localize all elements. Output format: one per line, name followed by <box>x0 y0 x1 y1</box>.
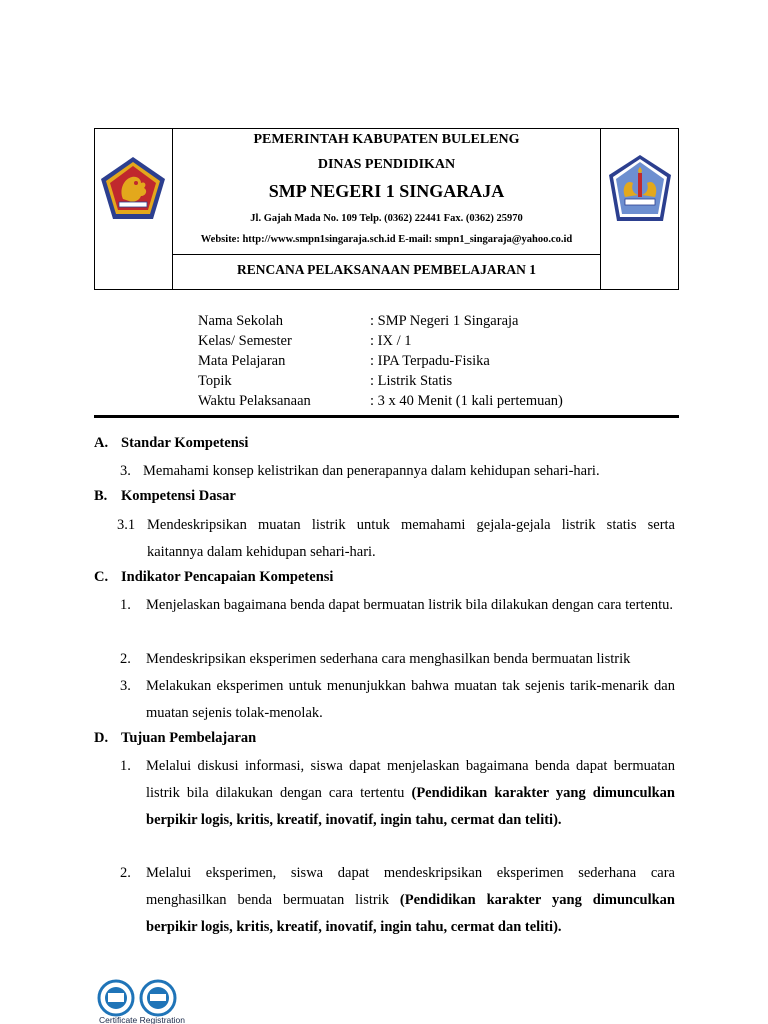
item-text: Menjelaskan bagaimana benda dapat bermuatan listrik bila dilakukan dengan cara tertentu. <box>146 597 674 613</box>
school-contact: Website: http://www.smpn1singaraja.sch.id E-mail: smpn1_singaraja@yahoo.co.id <box>200 234 573 245</box>
section-letter: C. <box>94 569 109 585</box>
item-text: Mendeskripsikan muatan listrik untuk memahami gejala-gejala listrik statis serta <box>147 517 675 533</box>
identity-label: Mata Pelajaran <box>198 353 286 369</box>
identity-value: : Listrik Statis <box>370 373 453 389</box>
section-heading-d <box>94 730 256 747</box>
section-title: Indikator Pencapaian Kompetensi <box>121 569 334 585</box>
right-logo-cell <box>600 129 678 289</box>
iqnet-logo-icon <box>141 981 175 1015</box>
identity-label: Nama Sekolah <box>198 313 283 329</box>
item-text <box>146 860 675 941</box>
section-heading-a <box>94 435 248 452</box>
department-name: DINAS PENDIDIKAN <box>317 157 456 172</box>
item-body: Melalui eksperimen, siswa dapat mendeskripsikan eksperimen sederhana cara menghasilkan benda bermuatan listrik <box>146 865 675 908</box>
letterhead <box>94 128 679 290</box>
certificate-label: Certificate Registration <box>99 1015 185 1024</box>
item-number: 2. <box>120 865 131 881</box>
item-text: Mendeskripsikan eksperimen sederhana cara menghasilkan benda bermuatan listrik <box>146 651 631 667</box>
section-divider <box>94 415 679 418</box>
identity-label: Waktu Pelaksanaan <box>198 393 311 409</box>
identity-value: : 3 x 40 Menit (1 kali pertemuan) <box>370 393 563 409</box>
school-name: SMP NEGERI 1 SINGARAJA <box>268 181 505 201</box>
identity-label: Topik <box>198 373 232 389</box>
list-item <box>120 753 675 861</box>
letterhead-center <box>172 129 601 289</box>
identity-value: : SMP Negeri 1 Singaraja <box>370 313 519 329</box>
item-text: Memahami konsep kelistrikan dan penerapannya dalam kehidupan sehari-hari. <box>143 463 600 479</box>
item-number: 3. <box>120 463 131 479</box>
school-address: Jl. Gajah Mada No. 109 Telp. (0362) 22441 Fax. (0362) 25970 <box>250 213 523 224</box>
section-title: Standar Kompetensi <box>121 435 249 451</box>
item-number: 1. <box>120 758 131 774</box>
section-letter: A. <box>94 435 109 451</box>
section-letter: D. <box>94 730 109 746</box>
character-note: (Pendidikan karakter yang dimunculkan berpikir logis, kritis, kreatif, inovatif, ingin tahu, cermat dan teliti). <box>146 785 675 828</box>
item-text <box>146 753 675 834</box>
identity-value: : IPA Terpadu-Fisika <box>370 353 490 369</box>
item-number: 3. <box>120 678 131 694</box>
list-item <box>120 673 675 727</box>
certification-logo-icon <box>99 981 133 1015</box>
identity-value: : IX / 1 <box>370 333 412 349</box>
school-emblem-icon <box>607 153 673 225</box>
character-note: (Pendidikan karakter yang dimunculkan berpikir logis, kritis, kreatif, inovatif, ingin tahu, cermat dan teliti). <box>146 892 675 935</box>
government-name: PEMERINTAH KABUPATEN BULELENG <box>253 132 520 147</box>
section-title: Tujuan Pembelajaran <box>121 730 257 746</box>
letterhead-lines <box>172 129 601 255</box>
left-logo-cell <box>95 129 173 289</box>
document-title: RENCANA PELAKSANAAN PEMBELAJARAN 1 <box>237 262 536 277</box>
item-number: 3.1 <box>117 517 136 533</box>
item-number: 1. <box>120 597 131 613</box>
list-item <box>120 592 675 646</box>
buleleng-regency-logo-icon <box>99 155 167 223</box>
item-body: Melalui diskusi informasi, siswa dapat menjelaskan bagaimana benda dapat bermuatan listrik bila dilakukan dengan cara tertentu <box>146 758 675 801</box>
section-heading-b <box>94 488 236 505</box>
section-heading-c <box>94 569 333 586</box>
item-text: kaitannya dalam kehidupan sehari-hari. <box>147 544 376 560</box>
certificate-registration-badge <box>94 978 190 1024</box>
list-item <box>117 512 675 566</box>
list-item <box>120 860 675 941</box>
section-title: Kompetensi Dasar <box>121 488 236 504</box>
item-number: 2. <box>120 651 131 667</box>
section-letter: B. <box>94 488 108 504</box>
identity-label: Kelas/ Semester <box>198 333 292 349</box>
item-text: Melakukan eksperimen untuk menunjukkan bahwa muatan tak sejenis tarik-menarik dan muatan sejenis tolak-menolak. <box>146 678 675 721</box>
